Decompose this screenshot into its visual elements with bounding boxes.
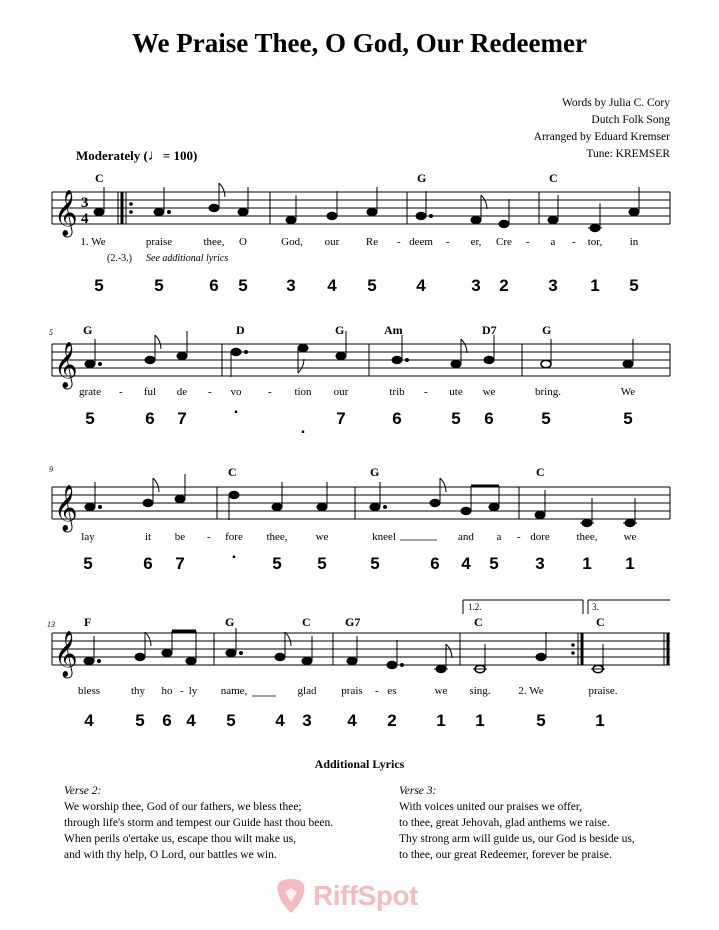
lyric: ho <box>161 685 173 697</box>
number: 4 <box>416 276 426 295</box>
system-3: 𝄞 9 C G C lay it be - fore thee, we kneel and a - dore thee, we 5 6 7 . 5 5 5 6 4 5 3 1 1 <box>0 460 719 580</box>
number: 3 <box>535 554 545 573</box>
number: 1 <box>590 276 600 295</box>
lyric: we <box>315 531 329 543</box>
lyric: praise. <box>588 685 618 697</box>
tempo-label: Moderately <box>76 148 141 163</box>
lyric: our <box>324 236 340 248</box>
number: 4 <box>275 711 285 730</box>
number: 5 <box>629 276 639 295</box>
chord: Am <box>384 323 403 337</box>
lyric: a <box>550 236 556 248</box>
volta-3: 3. <box>592 602 599 612</box>
number: 5 <box>370 554 380 573</box>
number: 3 <box>286 276 296 295</box>
chord: C <box>536 465 545 479</box>
lyric: our <box>333 386 349 398</box>
number: 6 <box>145 409 155 428</box>
number: 5 <box>489 554 499 573</box>
chord: C <box>596 615 605 629</box>
lyric: thee, <box>266 531 288 543</box>
number: 4 <box>186 711 196 730</box>
lyric: be <box>174 531 186 543</box>
verse-line: Thy strong arm will guide us, our God is beside us, <box>399 833 635 845</box>
number-high <box>0 429 663 449</box>
verse-line: When perils o'ertake us, escape thou wilt make us, <box>64 833 296 845</box>
song-title: We Praise Thee, O God, Our Redeemer <box>132 28 587 58</box>
chord: G <box>225 615 235 629</box>
chord: D <box>236 323 245 337</box>
credit-words: Words by Julia C. Cory <box>561 97 670 109</box>
verse-line: and with thy help, O Lord, our battles we win. <box>64 849 277 861</box>
number: 6 <box>484 409 494 428</box>
number: 2 <box>387 711 397 730</box>
chord: C <box>228 465 237 479</box>
number-high <box>0 409 596 429</box>
number: 5 <box>541 409 551 428</box>
system-1: 𝄞 3 4 C G C 1. We praise thee, O God, our Re - deem - er, Cre - a - tor, in (2.-3.) See additional lyrics 5 5 6 5 3 4 5 4 3 2 3 1 5 <box>0 165 719 285</box>
lyric: O <box>239 236 247 248</box>
credit-music: Dutch Folk Song <box>591 114 670 126</box>
credit-arranger: Arranged by Eduard Kremser <box>533 131 670 143</box>
measure-number: 5 <box>49 328 53 337</box>
number: 6 <box>143 554 153 573</box>
number: 2 <box>499 276 509 295</box>
measure-number: 9 <box>49 465 53 474</box>
number: 6 <box>392 409 402 428</box>
verse-2-label: Verse 2: <box>64 785 102 797</box>
staff-1 <box>0 165 719 285</box>
guitar-pick-icon <box>275 878 307 914</box>
lyric: it <box>144 531 152 543</box>
tempo-bpm: = 100 <box>162 148 194 163</box>
lyric: bless <box>78 685 100 697</box>
number: 5 <box>154 276 164 295</box>
lyric: we <box>482 386 496 398</box>
lyric: 1. We <box>80 236 106 248</box>
number: 5 <box>451 409 461 428</box>
chord: F <box>84 615 92 629</box>
volta-1-2: 1.2. <box>468 602 482 612</box>
chord: D7 <box>482 323 497 337</box>
treble-clef-icon: 𝄞 <box>54 342 78 388</box>
lyric: er, <box>470 236 482 248</box>
number: 1 <box>625 554 635 573</box>
number-high <box>0 554 594 574</box>
verse-line: to thee, great Jehovah, glad anthems we raise. <box>399 817 610 829</box>
verse-line: through life's storm and tempest our Guide hast thou been. <box>64 817 334 829</box>
lyric: 2. We <box>518 685 544 697</box>
treble-clef-icon: 𝄞 <box>54 485 78 531</box>
number: 5 <box>135 711 145 730</box>
number: 5 <box>623 409 633 428</box>
additional-lyrics-title: Additional Lyrics <box>314 757 405 771</box>
lyric: vo <box>230 386 242 398</box>
lyric: thee, <box>576 531 598 543</box>
number: 5 <box>367 276 377 295</box>
verse-3-label: Verse 3: <box>399 785 437 797</box>
lyric: kneel <box>372 531 396 543</box>
number: 5 <box>85 409 95 428</box>
number: 5 <box>317 554 327 573</box>
logo-text: RiffSpot <box>313 880 418 911</box>
chord: G <box>542 323 552 337</box>
lyric: sing. <box>469 685 491 697</box>
measure-number: 13 <box>47 620 55 629</box>
lyric: in <box>629 236 639 248</box>
lyric: dore <box>530 531 550 543</box>
number: 3 <box>471 276 481 295</box>
treble-clef-icon: 𝄞 <box>54 190 78 236</box>
number: 6 <box>162 711 172 730</box>
verse-3 <box>399 783 635 863</box>
system-2: 𝄞 5 G D G Am D7 G grate - ful de - vo - tion our trib - ute we bring. We 5 6 7 . . 7 6 5 6 5 5 <box>0 318 719 438</box>
verse-line: With voices united our praises we offer, <box>399 801 583 813</box>
lyric: praise <box>145 236 173 248</box>
time-sig-bottom: 4 <box>81 211 89 227</box>
number: 4 <box>327 276 337 295</box>
lyric: prais <box>341 685 363 697</box>
lyric: ute <box>449 386 463 398</box>
lyric: tion <box>294 386 312 398</box>
lyric: We <box>620 386 636 398</box>
number: 5 <box>94 276 104 295</box>
verse-line: to thee, our great Redeemer, forever be praise. <box>399 849 612 861</box>
number: 1 <box>436 711 446 730</box>
lyric: lay <box>81 531 95 543</box>
number: 3 <box>302 711 312 730</box>
chord: C <box>549 171 558 185</box>
number: 6 <box>430 554 440 573</box>
number: 7 <box>177 409 187 428</box>
quarter-note-icon: ♩ <box>147 148 163 164</box>
lyric: tor, <box>587 236 603 248</box>
number: 1 <box>475 711 485 730</box>
number: 5 <box>536 711 546 730</box>
lyric: a <box>496 531 502 543</box>
number: 5 <box>226 711 236 730</box>
number: 4 <box>84 711 94 730</box>
lyric: deem <box>409 236 433 248</box>
chord: C <box>95 171 104 185</box>
lyric: grate <box>79 386 101 398</box>
number: 5 <box>238 276 248 295</box>
lyric: fore <box>225 531 243 543</box>
lyric: bring. <box>535 386 561 398</box>
number: 1 <box>582 554 592 573</box>
number: 7 <box>336 409 346 428</box>
lyric: God, <box>281 236 303 248</box>
chord: G <box>417 171 427 185</box>
tempo-marking: Moderately (♩= 100) <box>76 148 198 164</box>
lyric: name, <box>220 685 248 697</box>
lyric: ly <box>188 685 198 697</box>
number: 3 <box>548 276 558 295</box>
system-4: 𝄞 1.2. 3. 13 F G C G7 C C bless thy ho - ly name, glad prais - es we sing. 2. We praise. 4 5 6 4 5 4 3 4 2 1 1 5 1 <box>0 600 719 720</box>
number: 5 <box>83 554 93 573</box>
lyric: Re <box>365 236 379 248</box>
time-sig-top: 3 <box>81 195 89 211</box>
number: 1 <box>595 711 605 730</box>
alt-verse-label: (2.-3.) <box>107 253 132 264</box>
lyric: thy <box>130 685 146 697</box>
number: 4 <box>461 554 471 573</box>
lyric: and <box>458 531 474 543</box>
number: 4 <box>347 711 357 730</box>
credit-tune: Tune: KREMSER <box>586 148 670 160</box>
lyric: glad <box>297 685 317 697</box>
verse-line: We worship thee, God of our fathers, we bless thee; <box>64 801 302 813</box>
chord: G <box>370 465 380 479</box>
chord: C <box>302 615 311 629</box>
lyric: thee, <box>203 236 225 248</box>
lyric: Cre <box>496 236 512 248</box>
alt-verse-note: See additional lyrics <box>146 253 229 264</box>
lyric: we <box>434 685 448 697</box>
chord: G <box>83 323 93 337</box>
riffspot-logo <box>275 878 418 914</box>
lyric: trib <box>389 386 405 398</box>
number: 5 <box>272 554 282 573</box>
verse-2 <box>64 783 333 863</box>
number: 7 <box>175 554 185 573</box>
chord: G7 <box>345 615 361 629</box>
lyric: ful <box>143 386 157 398</box>
treble-clef-icon: 𝄞 <box>54 631 78 677</box>
number: 6 <box>209 276 219 295</box>
lyric: es <box>387 685 397 697</box>
chord: C <box>474 615 483 629</box>
lyric: we <box>623 531 637 543</box>
chord: G <box>335 323 345 337</box>
lyric: de <box>176 386 188 398</box>
